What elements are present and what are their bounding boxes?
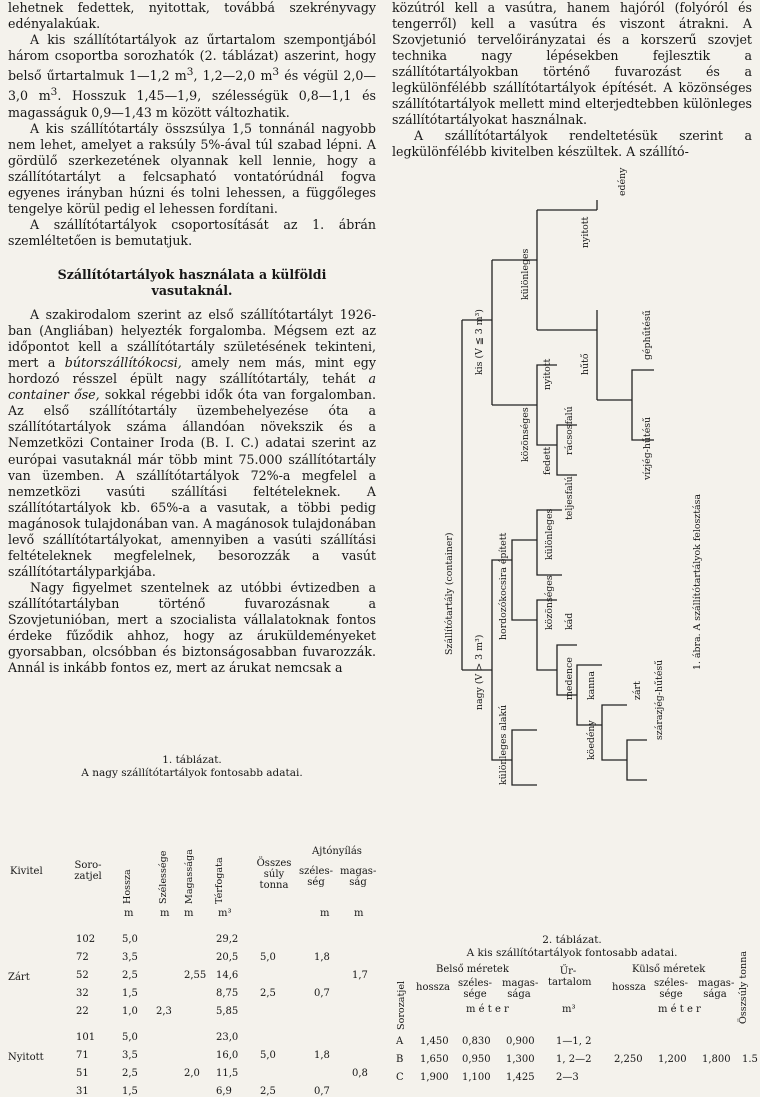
- table-cell: 72: [76, 952, 89, 963]
- diagram-node: géphűtésű: [642, 310, 653, 360]
- table-cell: 1,7: [352, 970, 368, 981]
- table-cell: 1,300: [506, 1054, 535, 1065]
- diagram-node: medence: [564, 657, 575, 700]
- table-cell: 1,5: [122, 1086, 138, 1097]
- table1-kivitel: Nyitott: [8, 1052, 44, 1063]
- paragraph: A szállítótartályok rendeltetésük szerint a legkülönfélébb kivitelben készültek. A szállító-: [392, 128, 752, 160]
- table2-header: Összsúly tonna: [738, 950, 749, 1024]
- table2-header: hossza: [416, 982, 450, 993]
- table2-header: m³: [562, 1004, 576, 1015]
- table2-header: hossza: [612, 982, 646, 993]
- diagram-node: nyitott: [542, 358, 553, 390]
- table2-header: Külső méretek: [632, 964, 706, 975]
- table-cell: 8,75: [216, 988, 239, 999]
- table-cell: 5,85: [216, 1006, 239, 1017]
- table-cell: 1,100: [462, 1072, 491, 1083]
- table-cell: 1.5: [742, 1054, 758, 1065]
- diagram-node: közönséges: [520, 407, 531, 462]
- table2-header: magas-sága: [698, 978, 735, 1000]
- table-cell: 52: [76, 970, 89, 981]
- table-cell: 31: [76, 1086, 89, 1097]
- table-cell: C: [396, 1072, 404, 1083]
- table2-header: magas-sága: [502, 978, 539, 1000]
- paragraph: lehetnek fedettek, nyitottak, továbbá szekrényvagy edényalakúak.: [8, 0, 376, 32]
- diagram-caption: 1. ábra. A szállítótartályok felosztása: [692, 493, 703, 670]
- table-cell: 16,0: [216, 1050, 239, 1061]
- table-cell: 5,0: [260, 1050, 276, 1061]
- table1-header: Soro-zatjel: [74, 860, 102, 882]
- table1-header: Magassága: [184, 849, 195, 904]
- diagram-node: különleges: [544, 508, 555, 560]
- table-cell: A: [396, 1036, 404, 1047]
- paragraph: közútról kell a vasútra, hanem hajóról (folyóról és tengerről) kell a vasútra és viszont átrakni. A Szovjetunió tervelőirányzatai és a korszerű szovjet technika nagy lépésekben fejlesztik a szállítótartályokban történő fuvarozást és a legkülönfélébb szállítótartályok építését. A közönséges szállítótartályok mellett mind elterjedtebben különleges szállítótartályokat használnak.: [392, 0, 752, 128]
- table-cell: 5,0: [122, 1032, 138, 1043]
- table-cell: 1,650: [420, 1054, 449, 1065]
- diagram-node: hűtő: [580, 353, 591, 375]
- paragraph: A kis szállítótartályok az űrtartalom szempontjából három csoportba sorozhatók (2. táblázat) aszerint, hogy belső űrtartalmuk 1—1,2 $m^3$, 1,2—2,0 $m^3$ és végül 2,0—3,0 $m^3$. Hosszuk 1,45—1,9, szélességük 0,8—1,1 és magasságuk 0,9—1,43 m között változhatik.: [8, 32, 376, 120]
- diagram-node: különleges alakú: [498, 704, 509, 785]
- table-cell: 5,0: [260, 952, 276, 963]
- table-cell: B: [396, 1054, 404, 1065]
- diagram-node: nyitott: [580, 216, 591, 248]
- table2-header: széles-sége: [458, 978, 492, 1000]
- diagram-node: kád: [564, 612, 575, 630]
- table-cell: 1, 2—2: [556, 1054, 592, 1065]
- table1-unit: m: [160, 908, 170, 919]
- table-cell: 2,5: [260, 988, 276, 999]
- table1-unit: m: [354, 908, 364, 919]
- paragraph: A szakirodalom szerint az első szállítótartályt 1926-ban (Angliában) helyezték forgalomba. Mégsem ezt az időpontot kell a szállítótartály születésének tekinteni, mert a bútorszállítókocsi, amely nem más, mint egy hordozó résszel épült nagy szállítótartály, tehát a container őse, sokkal régebbi idők óta van forgalomban. Az első szállítótartály üzembehelyezése óta a szállítótartályok száma állandóan növekszik és a Nemzetközi Container Iroda (B. I. C.) adatai szerint az európai vasutaknál már több mint 75.000 szállítótartály van üzemben. A szállítótartályok 72%-a megfelel a nemzetközi vasúti szállítási feltételeknek. A szállítótartályok kb. 65%-a a vasutak, a többi pedig magánosok tulajdonában van. A magánosok tulajdonában levő szállítótartályokat, amennyiben a vasúti szállítási feltételeknek megfelelnek, besorozzák a vasút szállítótartályparkjába.: [8, 307, 376, 579]
- table1-unit: m³: [218, 908, 232, 919]
- table-cell: 23,0: [216, 1032, 239, 1043]
- table-cell: 3,5: [122, 1050, 138, 1061]
- table-cell: 0,950: [462, 1054, 491, 1065]
- diagram-node: zárt: [632, 681, 643, 700]
- table-cell: 1,800: [702, 1054, 731, 1065]
- table1: [8, 784, 377, 1097]
- table-cell: 1,8: [314, 1050, 330, 1061]
- table-cell: 1,450: [420, 1036, 449, 1047]
- table-cell: 2,0: [184, 1068, 200, 1079]
- table-cell: 0,830: [462, 1036, 491, 1047]
- table1-header: Szélessége: [158, 850, 169, 904]
- table-cell: 1—1, 2: [556, 1036, 592, 1047]
- table-cell: 102: [76, 934, 96, 945]
- table-cell: 5,0: [122, 934, 138, 945]
- diagram-node: rácsosfalú: [564, 406, 575, 455]
- table-cell: 29,2: [216, 934, 239, 945]
- diagram-node: szárazjég-hűtésű: [654, 659, 665, 740]
- table2-caption: 2. táblázat. A kis szállítótartályok fontosabb adatai.: [466, 934, 678, 959]
- table2-header: m é t e r: [658, 1004, 701, 1015]
- table2-header: Sorozatjel: [396, 980, 407, 1030]
- table-cell: 0,8: [352, 1068, 368, 1079]
- table1-header: magas-ság: [340, 866, 377, 888]
- paragraph: A szállítótartályok csoportosítását az 1. ábrán szemléltetően is bemutatjuk.: [8, 216, 376, 249]
- table-cell: 14,6: [216, 970, 239, 981]
- table-cell: 0,900: [506, 1036, 535, 1047]
- diagram-node: vízjég-hűtésű: [642, 416, 653, 480]
- table-cell: 0,7: [314, 988, 330, 999]
- diagram-node: hordozókocsira épített: [498, 532, 509, 640]
- table1-header: Kivitel: [10, 866, 43, 877]
- right-text-column: [392, 0, 752, 160]
- table-cell: 2,5: [260, 1086, 276, 1097]
- diagram-node: különleges: [520, 248, 531, 300]
- table-cell: 3,5: [122, 952, 138, 963]
- table-cell: 0,7: [314, 1086, 330, 1097]
- diagram-nagy-label: nagy (V > 3 m³): [474, 634, 485, 710]
- diagram-root-label: Szállítótartály (container): [444, 532, 455, 655]
- diagram-kis-label: kis (V ≦ 3 m³): [474, 309, 485, 375]
- table-cell: 1,5: [122, 988, 138, 999]
- diagram-node: teljesfalú: [564, 476, 575, 520]
- paragraph: Nagy figyelmet szentelnek az utóbbi évtizedben a szállítótartályban történő fuvarozásnak a Szovjetunióban, mert a szocialista vállalatoknak fontos érdeke fűződik ahhoz, hogy az áruküldeményeket gyorsabban, olcsóbban és biztonságosabban fuvarozzák. Annál is inkább fontos ez, mert az árukat nemcsak a: [8, 579, 376, 676]
- table-cell: 6,9: [216, 1086, 232, 1097]
- table2-header: m é t e r: [466, 1004, 509, 1015]
- table-cell: 2,5: [122, 1068, 138, 1079]
- table2: [392, 950, 758, 1089]
- table2-header: Belső méretek: [436, 964, 509, 975]
- table-cell: 20,5: [216, 952, 239, 963]
- table1-header: Ajtónyílás: [312, 846, 362, 857]
- diagram-node: kanna: [586, 671, 597, 700]
- diagram-node: edény: [617, 167, 628, 196]
- table1-header: Hossza: [122, 869, 133, 904]
- table1-kivitel: Zárt: [8, 972, 30, 983]
- table-cell: 2,250: [614, 1054, 643, 1065]
- diagram-node: fedett: [542, 446, 553, 475]
- table1-unit: m: [184, 908, 194, 919]
- table2-header: széles-sége: [654, 978, 688, 1000]
- table-cell: 1,425: [506, 1072, 535, 1083]
- table2-header: Űr-tartalom: [548, 966, 592, 988]
- table-cell: 2,55: [184, 970, 207, 981]
- diagram-node: közönséges: [544, 575, 555, 630]
- paragraph: A kis szállítótartály összsúlya 1,5 tonnánál nagyobb nem lehet, amelyet a raksúly 5%-ával túl szabad lépni. A gördülő szerkezetének olyannak kell lennie, hogy a szállítótartályt a felcsapható vontatórúdnál fogva egyenes irányban húzni és tolni lehessen, a függőleges tengelye körül pedig el lehessen fordítani.: [8, 120, 376, 216]
- table1-header: Térfogata: [214, 857, 225, 904]
- table-cell: 51: [76, 1068, 89, 1079]
- table-cell: 11,5: [216, 1068, 239, 1079]
- table-cell: 1,900: [420, 1072, 449, 1083]
- table1-caption: 1. táblázat. A nagy szállítótartályok fontosabb adatai.: [81, 754, 303, 779]
- table1-header: széles-ség: [299, 866, 333, 888]
- diagram-node: köedény: [586, 720, 597, 760]
- table1-unit: m: [124, 908, 134, 919]
- table-cell: 2,3: [156, 1006, 172, 1017]
- table-cell: 22: [76, 1006, 89, 1017]
- classification-diagram: [392, 167, 752, 790]
- table-cell: 2,5: [122, 970, 138, 981]
- table1-header: Összes súly tonna: [256, 858, 292, 891]
- table-cell: 71: [76, 1050, 89, 1061]
- table-cell: 1,8: [314, 952, 330, 963]
- table1-unit: m: [320, 908, 330, 919]
- table-cell: 1,200: [658, 1054, 687, 1065]
- section-heading: Szállítótartályok használata a külföldi vasutaknál.: [57, 267, 327, 299]
- left-text-column: [8, 0, 376, 676]
- table-cell: 101: [76, 1032, 96, 1043]
- table-cell: 2—3: [556, 1072, 579, 1083]
- table-cell: 32: [76, 988, 89, 999]
- table-cell: 1,0: [122, 1006, 138, 1017]
